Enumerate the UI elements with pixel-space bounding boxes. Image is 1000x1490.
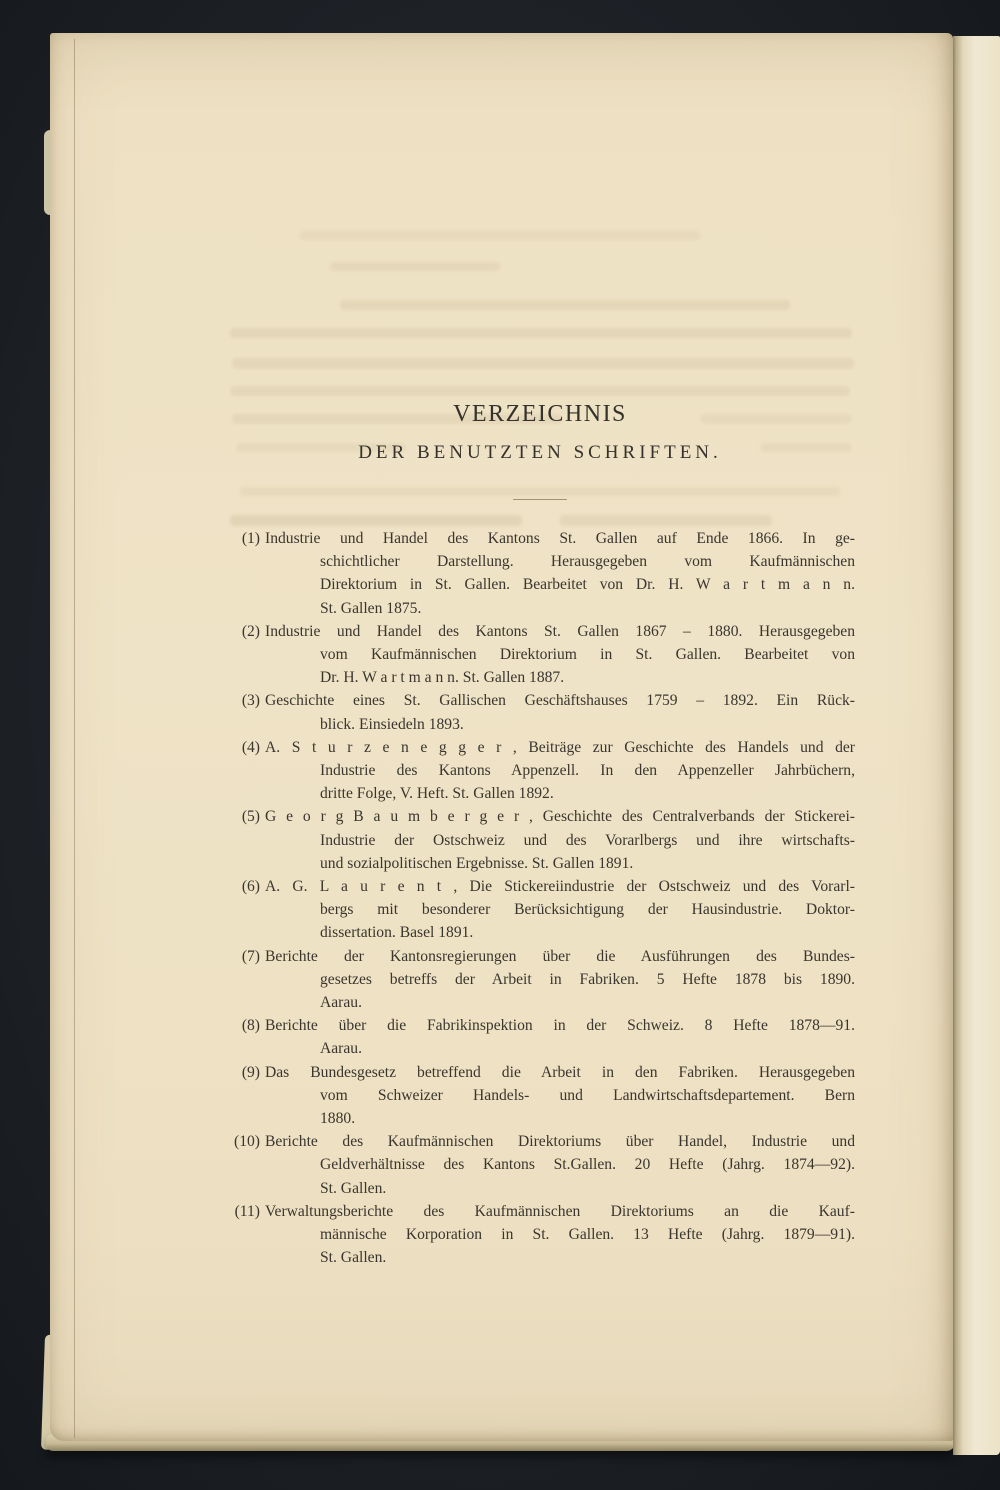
show-through-artifact [330,262,500,271]
entry-line: Industrie der Ostschweiz und des Vorarlbergs und ihre wirtschafts- [320,831,855,849]
adjacent-page-edge [953,36,1000,1455]
page-title: VERZEICHNIS [453,401,627,427]
entry-number: (6) [241,878,260,896]
bibliography-list [222,527,855,1270]
bibliography-entry [222,945,855,1015]
show-through-artifact [340,300,790,310]
entry-line: Geschichte eines St. Gallischen Geschäftshauses 1759 – 1892. Ein Rück- [265,692,855,710]
entry-line: vom Kaufmännischen Direktorium in St. Gallen. Bearbeitet von [320,646,855,664]
entry-line: bergs mit besonderer Berücksichtigung der Hausindustrie. Doktor- [320,901,855,919]
entry-line: G e o r g B a u m b e r g e r , Geschichte des Centralverbands der Stickerei- [265,808,855,826]
entry-line: Aarau. [320,994,362,1012]
entry-number: (1) [241,530,260,547]
entry-number: (11) [234,1202,260,1220]
entry-number: (3) [241,692,260,710]
entry-number: (5) [241,808,260,826]
bibliography-entry [222,1014,855,1060]
entry-number: (7) [241,947,260,965]
entry-line: A. G. L a u r e n t , Die Stickereiindustrie der Ostschweiz und des Vorarl- [265,878,855,896]
show-through-artifact [560,515,772,526]
entry-line: Aarau. [320,1040,362,1058]
entry-line: Das Bundesgesetz betreffend die Arbeit in den Fabriken. Herausgegeben [265,1063,855,1081]
entry-line: Geldverhältnisse des Kantons St.Gallen. 20 Hefte (Jahrg. 1874—92). [320,1156,855,1174]
show-through-artifact [230,386,850,396]
bibliography-entry [222,1200,855,1270]
entry-line: dritte Folge, V. Heft. St. Gallen 1892. [320,785,554,803]
entry-line: gesetzes betreffs der Arbeit in Fabriken. 5 Hefte 1878 bis 1890. [320,970,855,988]
entry-number: (9) [241,1063,260,1081]
bibliography-entry [222,527,855,620]
entry-line: männische Korporation in St. Gallen. 13 Hefte (Jahrg. 1879—91). [320,1226,855,1244]
entry-line: Berichte über die Fabrikinspektion in der Schweiz. 8 Hefte 1878—91. [265,1017,855,1035]
show-through-artifact [230,515,522,526]
entry-line: A. S t u r z e n e g g e r , Beiträge zur Geschichte des Handels und der [265,738,855,756]
page-subtitle: DER BENUTZTEN SCHRIFTEN. [358,442,722,463]
entry-line: Industrie des Kantons Appenzell. In den Appenzeller Jahrbüchern, [320,762,855,780]
show-through-artifact [240,487,840,496]
entry-number: (10) [234,1133,260,1151]
entry-line: Berichte des Kaufmännischen Direktoriums über Handel, Industrie und [265,1133,855,1151]
show-through-artifact [300,231,700,240]
bibliography-entry [222,736,855,806]
entry-line: Direktorium in St. Gallen. Bearbeitet von Dr. H. W a r t m a n n. [320,576,855,594]
show-through-artifact [230,328,852,338]
entry-number: (2) [241,622,260,640]
entry-line: St. Gallen. [320,1249,387,1267]
entry-line: und sozialpolitischen Ergebnisse. St. Gallen 1891. [320,854,634,872]
entry-number: (8) [241,1017,260,1035]
under-page-edge-line [74,39,75,1438]
entry-line: St. Gallen. [320,1179,387,1197]
book-page [50,33,953,1441]
divider-rule [513,499,567,500]
entry-line: schichtlicher Darstellung. Herausgegeben vom Kaufmännischen [320,553,855,571]
bibliography-entry [222,1130,855,1200]
bibliography-entry [222,875,855,945]
entry-number: (4) [241,738,260,756]
entry-line: St. Gallen 1875. [320,599,422,617]
entry-line: blick. Einsiedeln 1893. [320,715,464,733]
bibliography-entry [222,805,855,875]
entry-line: dissertation. Basel 1891. [320,924,474,942]
entry-line: Industrie und Handel des Kantons St. Gallen 1867 – 1880. Herausgegeben [265,622,855,640]
bibliography-entry [222,689,855,735]
entry-line: Berichte der Kantonsregierungen über die Ausführungen des Bundes- [265,947,855,965]
entry-line: Verwaltungsberichte des Kaufmännischen Direktoriums an die Kauf- [265,1202,855,1220]
bibliography-entry [222,620,855,690]
entry-line: Industrie und Handel des Kantons St. Gallen auf Ende 1866. In ge- [265,530,855,547]
entry-line: vom Schweizer Handels- und Landwirtschaftsdepartement. Bern [320,1086,855,1104]
entry-line: Dr. H. W a r t m a n n. St. Gallen 1887. [320,669,565,687]
show-through-artifact [232,358,854,369]
bibliography-entry [222,1061,855,1131]
entry-line: 1880. [320,1110,356,1128]
